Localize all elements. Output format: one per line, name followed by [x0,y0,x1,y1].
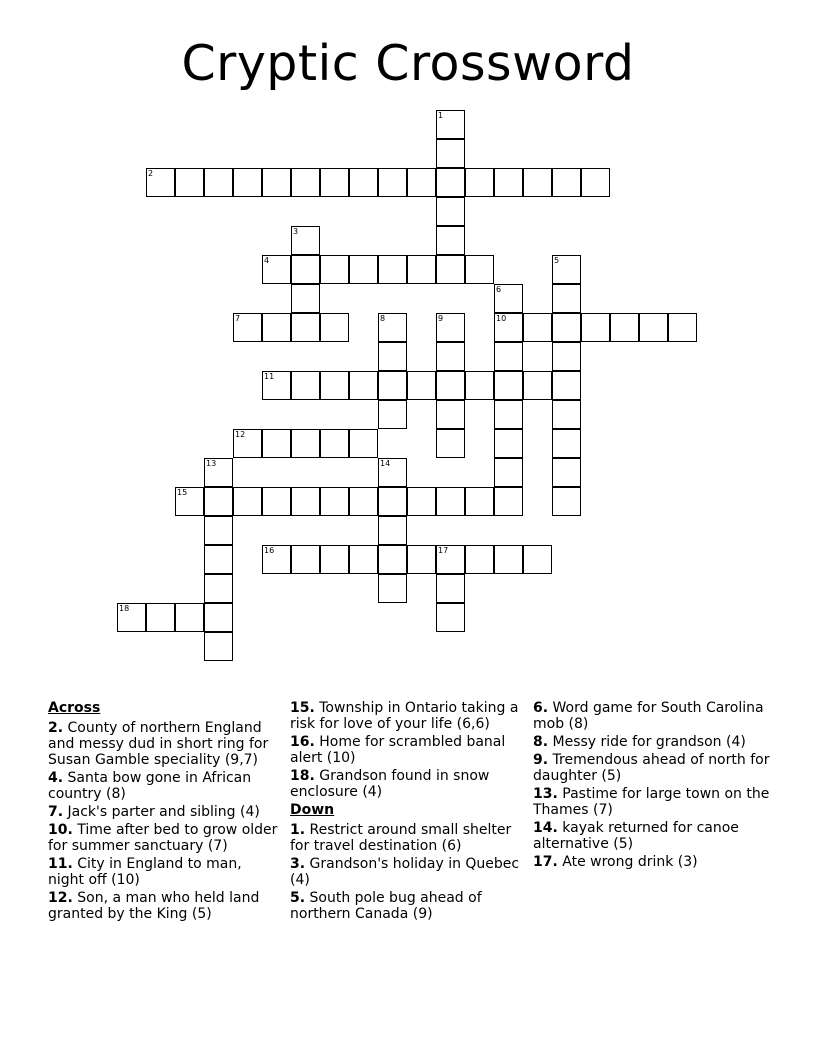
across-clue [48,856,280,888]
grid-cell[interactable] [175,487,204,516]
grid-cell[interactable] [552,429,581,458]
grid-cell[interactable] [465,371,494,400]
grid-cell[interactable] [523,371,552,400]
clue-text: Time after bed to grow older for summer sanctuary (7) [48,822,278,854]
across-clue [48,770,280,802]
grid-cell[interactable] [407,545,436,574]
clue-number: 8. [533,734,549,750]
grid-cell[interactable] [465,487,494,516]
grid-cell[interactable] [436,342,465,371]
grid-cell[interactable] [204,168,233,197]
grid-cell[interactable] [146,603,175,632]
grid-cell[interactable] [436,545,465,574]
grid-cell[interactable] [465,545,494,574]
grid-cell[interactable] [436,197,465,226]
clue-number: 11. [48,856,73,872]
grid-cell[interactable] [668,313,697,342]
grid-cell[interactable] [378,574,407,603]
grid-cell[interactable] [378,255,407,284]
clue-text: Grandson found in snow enclosure (4) [290,768,490,800]
grid-cell[interactable] [291,487,320,516]
grid-cell[interactable] [552,487,581,516]
clue-number: 2. [48,720,64,736]
clue-text: Restrict around small shelter for travel destination (6) [290,822,512,854]
cell-number: 5 [554,256,560,265]
grid-cell[interactable] [494,371,523,400]
clue-number: 16. [290,734,315,750]
grid-cell[interactable] [349,255,378,284]
grid-cell[interactable] [436,429,465,458]
down-clue [533,700,773,732]
across-heading: Across [48,700,101,716]
down-clue [290,856,522,888]
grid-cell[interactable] [204,632,233,661]
grid-cell[interactable] [436,574,465,603]
down-clue [533,854,773,870]
grid-cell[interactable] [436,313,465,342]
cell-number: 9 [438,314,444,323]
grid-cell[interactable] [320,313,349,342]
grid-cell[interactable] [407,371,436,400]
clue-number: 9. [533,752,549,768]
grid-cell[interactable] [320,429,349,458]
grid-cell[interactable] [291,284,320,313]
clue-column-2 [290,700,522,924]
grid-cell[interactable] [204,516,233,545]
cell-number: 1 [438,111,444,120]
grid-cell[interactable] [349,429,378,458]
down-clue [290,822,522,854]
grid-cell[interactable] [494,429,523,458]
grid-cell[interactable] [291,313,320,342]
grid-cell[interactable] [581,313,610,342]
clue-number: 17. [533,854,558,870]
grid-cell[interactable] [523,168,552,197]
grid-cell[interactable] [552,255,581,284]
cell-number: 17 [438,546,449,555]
grid-cell[interactable] [552,168,581,197]
cell-number: 12 [235,430,246,439]
clue-text: City in England to man, night off (10) [48,856,242,888]
clue-number: 15. [290,700,315,716]
grid-cell[interactable] [378,516,407,545]
down-clue [533,734,773,750]
cell-number: 8 [380,314,386,323]
grid-cell[interactable] [233,429,262,458]
grid-cell[interactable] [320,371,349,400]
grid-cell[interactable] [204,603,233,632]
across-clue [290,734,522,766]
across-clue [48,720,280,768]
down-clue [533,820,773,852]
across-clue [48,822,280,854]
grid-cell[interactable] [204,574,233,603]
clue-number: 3. [290,856,306,872]
grid-cell[interactable] [262,255,291,284]
grid-cell[interactable] [291,226,320,255]
grid-cell[interactable] [552,284,581,313]
grid-cell[interactable] [175,603,204,632]
grid-cell[interactable] [320,168,349,197]
grid-cell[interactable] [320,255,349,284]
grid-cell[interactable] [610,313,639,342]
clue-text: Ate wrong drink (3) [557,854,698,870]
grid-cell[interactable] [436,603,465,632]
grid-cell[interactable] [349,371,378,400]
grid-cell[interactable] [349,168,378,197]
clue-text: Santa bow gone in African country (8) [48,770,252,802]
grid-cell[interactable] [436,371,465,400]
clue-text: Township in Ontario taking a risk for love of your life (6,6) [290,700,519,732]
clue-text: Home for scrambled banal alert (10) [290,734,506,766]
grid-cell[interactable] [117,603,146,632]
clue-column-3 [533,700,773,872]
clue-text: Tremendous ahead of north for daughter (5) [533,752,770,784]
grid-cell[interactable] [175,168,204,197]
grid-cell[interactable] [465,255,494,284]
grid-cell[interactable] [523,545,552,574]
clue-number: 12. [48,890,73,906]
grid-cell[interactable] [407,487,436,516]
grid-cell[interactable] [523,313,552,342]
cell-number: 3 [293,227,299,236]
page-title: Cryptic Crossword [181,35,635,92]
cell-number: 6 [496,285,502,294]
clue-text: Word game for South Carolina mob (8) [533,700,764,732]
down-heading: Down [290,802,335,818]
cell-number: 4 [264,256,270,265]
cell-number: 7 [235,314,241,323]
grid-cell[interactable] [494,545,523,574]
cell-number: 11 [264,372,275,381]
grid-cell[interactable] [639,313,668,342]
clue-number: 13. [533,786,558,802]
grid-cell[interactable] [378,487,407,516]
down-clue [533,786,773,818]
grid-cell[interactable] [262,429,291,458]
clue-text: kayak returned for canoe alternative (5) [533,820,739,852]
grid-cell[interactable] [291,545,320,574]
across-clue [290,768,522,800]
grid-cell[interactable] [233,313,262,342]
clue-number: 18. [290,768,315,784]
across-clue [290,700,522,732]
clue-number: 4. [48,770,64,786]
clue-number: 14. [533,820,558,836]
grid-cell[interactable] [465,168,494,197]
clue-text: County of northern England and messy dud in short ring for Susan Gamble speciality (9,7) [48,720,269,768]
grid-cell[interactable] [436,487,465,516]
grid-cell[interactable] [378,168,407,197]
grid-cell[interactable] [378,458,407,487]
grid-cell[interactable] [436,400,465,429]
grid-cell[interactable] [291,168,320,197]
grid-cell[interactable] [291,371,320,400]
grid-cell[interactable] [494,487,523,516]
grid-cell[interactable] [262,371,291,400]
grid-cell[interactable] [291,429,320,458]
grid-cell[interactable] [494,313,523,342]
grid-cell[interactable] [552,342,581,371]
clue-column-1 [48,700,280,924]
grid-cell[interactable] [320,545,349,574]
cell-number: 2 [148,169,154,178]
clue-number: 7. [48,804,64,820]
clue-text: Pastime for large town on the Thames (7) [533,786,770,818]
grid-cell[interactable] [494,284,523,313]
across-clue [48,804,280,820]
clue-text: South pole bug ahead of northern Canada (9) [290,890,482,922]
clue-number: 10. [48,822,73,838]
grid-cell[interactable] [436,110,465,139]
clue-text: Messy ride for grandson (4) [548,734,746,750]
clue-text: Son, a man who held land granted by the King (5) [48,890,260,922]
grid-cell[interactable] [320,487,349,516]
grid-cell[interactable] [378,342,407,371]
grid-cell[interactable] [378,400,407,429]
grid-cell[interactable] [436,226,465,255]
cell-number: 13 [206,459,217,468]
grid-cell[interactable] [552,400,581,429]
grid-cell[interactable] [494,168,523,197]
clue-number: 6. [533,700,549,716]
grid-cell[interactable] [378,545,407,574]
grid-cell[interactable] [262,487,291,516]
grid-cell[interactable] [436,255,465,284]
grid-cell[interactable] [291,255,320,284]
grid-cell[interactable] [407,168,436,197]
clue-text: Grandson's holiday in Quebec (4) [290,856,520,888]
grid-cell[interactable] [262,545,291,574]
grid-cell[interactable] [552,371,581,400]
grid-cell[interactable] [436,139,465,168]
grid-cell[interactable] [233,487,262,516]
grid-cell[interactable] [146,168,175,197]
grid-cell[interactable] [407,255,436,284]
grid-cell[interactable] [436,168,465,197]
clue-text: Jack's parter and sibling (4) [63,804,260,820]
grid-cell[interactable] [494,400,523,429]
cell-number: 18 [119,604,130,613]
grid-cell[interactable] [494,458,523,487]
cell-number: 16 [264,546,275,555]
grid-cell[interactable] [204,545,233,574]
grid-cell[interactable] [262,168,291,197]
cell-number: 14 [380,459,391,468]
across-clue [48,890,280,922]
grid-cell[interactable] [378,371,407,400]
cell-number: 10 [496,314,507,323]
grid-cell[interactable] [552,458,581,487]
down-clue [290,890,522,922]
grid-cell[interactable] [204,487,233,516]
grid-cell[interactable] [349,545,378,574]
clue-number: 5. [290,890,306,906]
grid-cell[interactable] [494,342,523,371]
grid-cell[interactable] [378,313,407,342]
grid-cell[interactable] [552,313,581,342]
grid-cell[interactable] [581,168,610,197]
grid-cell[interactable] [262,313,291,342]
down-clue [533,752,773,784]
clue-number: 1. [290,822,306,838]
grid-cell[interactable] [349,487,378,516]
cell-number: 15 [177,488,188,497]
grid-cell[interactable] [233,168,262,197]
grid-cell[interactable] [204,458,233,487]
